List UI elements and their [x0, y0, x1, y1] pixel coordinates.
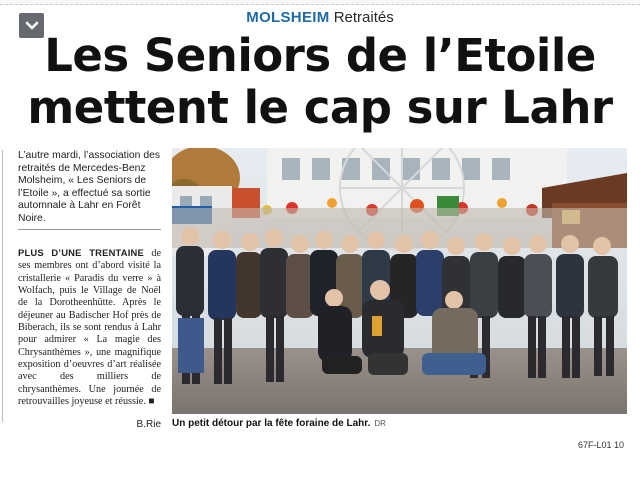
- article-kicker: [0, 9, 640, 26]
- top-border: [0, 0, 640, 5]
- article-body: [18, 247, 161, 408]
- body-lead: PLUS D’UNE TRENTAINE: [18, 247, 144, 258]
- headline-line-1: Les Seniors de l’Etoile: [44, 29, 596, 82]
- photo-caption: [172, 418, 632, 429]
- article-headline: [0, 30, 640, 134]
- body-text: de ses membres ont d’abord visité la cristallerie « Paradis du verre » à Wolfach, puis le Village de Noël de la Dorotheenhütte. Après le déjeuner au Badischer Hof près de Biberach, ils se sont rendus à Lahr pour admirer « La magie des Chrysanthèmes », une magnifique exposition d’oeuvres d’art réalisée avec des milliers de chrysanthèmes. Une journée de retrouvailles joyeuse et réussie.: [18, 248, 161, 408]
- kicker-topic: Retraités: [333, 9, 394, 26]
- group-photo-illustration: [172, 148, 627, 414]
- article-photo: [172, 148, 627, 414]
- article-chapo: L’autre mardi, l’association des retraités de Mercedes-Benz Molsheim, « Les Seniors de l’Etoile », a effectué sa sortie automnale à Lahr en Forêt Noire.: [18, 150, 161, 224]
- headline-line-2: mettent le cap sur Lahr: [27, 81, 613, 134]
- chapo-separator: [18, 229, 161, 230]
- column-rule: [2, 150, 3, 422]
- kicker-location: MOLSHEIM: [246, 9, 330, 26]
- article-signature: B.Rie: [136, 419, 161, 430]
- caption-text: Un petit détour par la fête foraine de Lahr.: [172, 418, 371, 429]
- photo-credit: DR: [374, 419, 386, 428]
- end-mark: ■: [145, 396, 155, 408]
- page-reference: 67F-L01 10: [577, 440, 624, 450]
